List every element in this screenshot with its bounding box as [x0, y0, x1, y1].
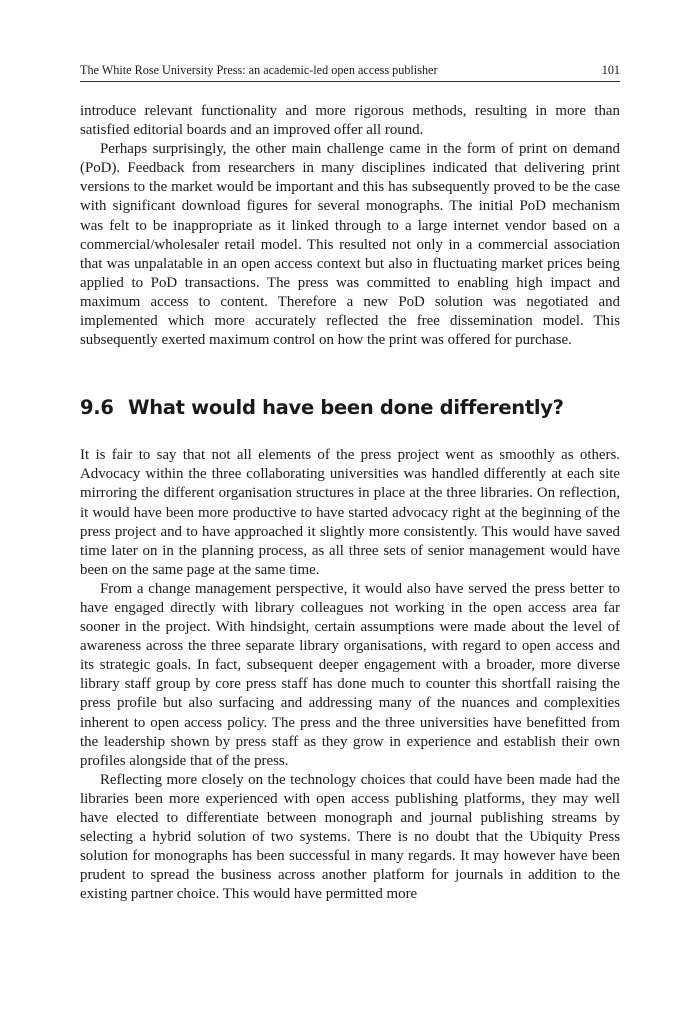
section-number: 9.6 — [80, 396, 114, 420]
page-number: 101 — [601, 63, 620, 77]
paragraph-advocacy: It is fair to say that not all elements of the press project went as smoothly as others. Advocacy within the three collaborating universities was handled differently at each site mirroring the different organisation structures in place at the three libraries. On reflection, it would have been more productive to have started advocacy right at the beginning of the press project and to have approached it slightly more consistently. This would have saved time later on in the planning process, as all three sets of senior management would have been on the same page at the same time. — [80, 447, 620, 578]
running-head-title: The White Rose University Press: an academic-led open access publisher — [80, 63, 438, 77]
book-page — [80, 62, 620, 904]
paragraph-change-management: From a change management perspective, it would also have served the press better to have engaged directly with library colleagues not working in the open access area far sooner in the project. With hindsight, certain assumptions were made about the level of awareness across the three separate library organisations, with regard to open access and its strategic goals. In fact, subsequent deeper engagement with a broader, more diverse library staff group by core press staff has done much to counter this shortfall raising the press profile but also surfacing and addressing many of the nuances and complexities inherent to open access policy. The press and the three universities have benefitted from the leadership shown by press staff as they grow in experience and establish their own profiles alongside that of the press. — [80, 580, 620, 769]
paragraph-print-on-demand: Perhaps surprisingly, the other main challenge came in the form of print on demand (PoD). Feedback from researchers in many disciplines indicated that delivering print versions to the market would be important and this has subsequently proved to be the case with significant download figures for several monographs. The initial PoD mechanism was felt to be inappropriate as it linked through to a large internet vendor based on a commercial/wholesaler retail model. This resulted not only in a commercial association that was unpalatable in an open access context but also in fluctuating market prices being applied to PoD transactions. The press was committed to enabling high impact and maximum access to content. Therefore a new PoD solution was negotiated and implemented which more accurately reflected the free dissemination model. This subsequently exerted maximum control on how the print was offered for purchase. — [80, 141, 620, 349]
running-head — [80, 62, 620, 82]
section-heading — [80, 396, 620, 420]
section-title: What would have been done differently? — [128, 396, 564, 420]
paragraph-technology-choices: Reflecting more closely on the technology choices that could have been made had the libraries been more experienced with open access publishing platforms, they may well have elected to differentiate between monograph and journal publishing streams by selecting a hybrid solution of two systems. There is no doubt that the Ubiquity Press solution for monographs has been successful in many regards. It may however have been prudent to spread the business across another platform for journals in addition to the existing partner choice. This would have permitted more — [80, 771, 620, 903]
body-text — [80, 102, 620, 904]
paragraph-continued: introduce relevant functionality and more rigorous methods, resulting in more than satisfied editorial boards and an improved offer all round. — [80, 103, 620, 139]
